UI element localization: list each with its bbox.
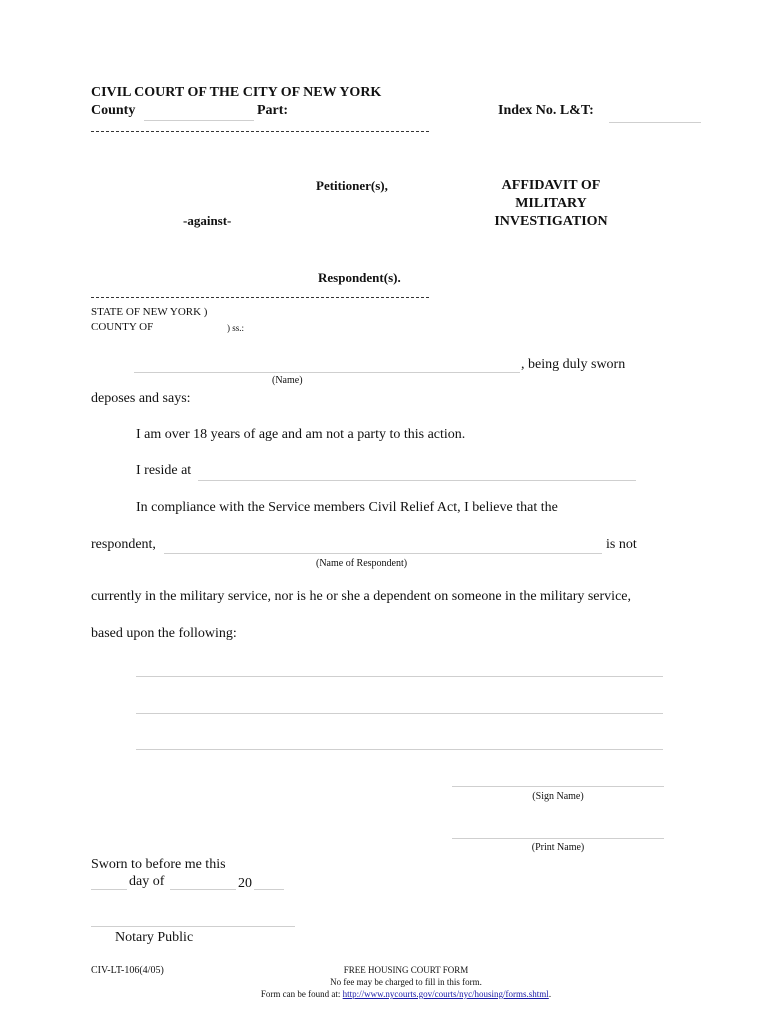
military-statement: currently in the military service, nor is he or she a dependent on someone in the military service, — [91, 589, 631, 604]
notary-public-label: Notary Public — [115, 930, 194, 945]
caption-top-divider — [91, 131, 429, 132]
county-field[interactable] — [144, 120, 254, 121]
day-field[interactable] — [91, 889, 127, 890]
basis-line-1[interactable] — [136, 676, 663, 677]
index-number-field[interactable] — [609, 122, 701, 123]
no-fee-notice: No fee may be charged to fill in this form. — [330, 977, 482, 987]
form-number: CIV-LT-106(4/05) — [91, 965, 164, 976]
venue-county: COUNTY OF — [91, 321, 154, 333]
part-label: Part: — [257, 103, 289, 118]
respondent-name-field[interactable] — [164, 553, 602, 554]
index-number-label: Index No. L&T: — [498, 103, 594, 118]
month-field[interactable] — [170, 889, 236, 890]
sign-name-caption: (Sign Name) — [532, 791, 584, 802]
against-label: -against- — [183, 213, 232, 228]
sworn-before-me: Sworn to before me this — [91, 857, 226, 872]
based-upon-label: based upon the following: — [91, 626, 237, 641]
print-name-field[interactable] — [452, 838, 664, 839]
document-title — [470, 177, 632, 231]
affiant-name-field[interactable] — [134, 372, 520, 373]
is-not-label: is not — [606, 537, 637, 552]
reside-label: I reside at — [136, 463, 192, 478]
form-location — [206, 989, 606, 999]
form-location-label: Form can be found at: — [260, 989, 341, 999]
residence-field[interactable] — [198, 480, 636, 481]
venue-state: STATE OF NEW YORK ) — [91, 306, 208, 318]
respondent-name-caption: (Name of Respondent) — [316, 558, 408, 569]
print-name-caption: (Print Name) — [531, 842, 585, 853]
deposes-says: deposes and says: — [91, 391, 191, 406]
form-url-period: . — [548, 989, 552, 999]
notary-signature-field[interactable] — [91, 926, 295, 927]
basis-line-3[interactable] — [136, 749, 663, 750]
day-of-label: day of — [129, 874, 165, 889]
year-prefix: 20 — [238, 876, 252, 891]
petitioner-label: Petitioner(s), — [316, 178, 388, 193]
county-label: County — [91, 103, 136, 118]
respondent-caption-label: Respondent(s). — [318, 270, 401, 285]
respondent-label: respondent, — [91, 537, 156, 552]
document-title-line-1: AFFIDAVIT OF — [501, 178, 601, 193]
document-title-line-2: MILITARY — [515, 196, 587, 211]
venue-ss: ) ss.: — [227, 323, 245, 333]
being-duly-sworn: , being duly sworn — [521, 357, 626, 372]
basis-line-2[interactable] — [136, 713, 663, 714]
document-title-line-3: INVESTIGATION — [494, 214, 608, 229]
caption-bottom-divider — [91, 297, 429, 298]
sign-name-field[interactable] — [452, 786, 664, 787]
form-url-link[interactable]: http://www.nycourts.gov/courts/nyc/housing/forms.shtml — [342, 989, 549, 999]
court-title: CIVIL COURT OF THE CITY OF NEW YORK — [91, 85, 382, 100]
compliance-statement: In compliance with the Service members Civil Relief Act, I believe that the — [136, 500, 558, 515]
name-caption: (Name) — [272, 375, 303, 386]
free-form-notice: FREE HOUSING COURT FORM — [343, 965, 469, 975]
year-field[interactable] — [254, 889, 284, 890]
age-statement: I am over 18 years of age and am not a party to this action. — [136, 427, 466, 442]
